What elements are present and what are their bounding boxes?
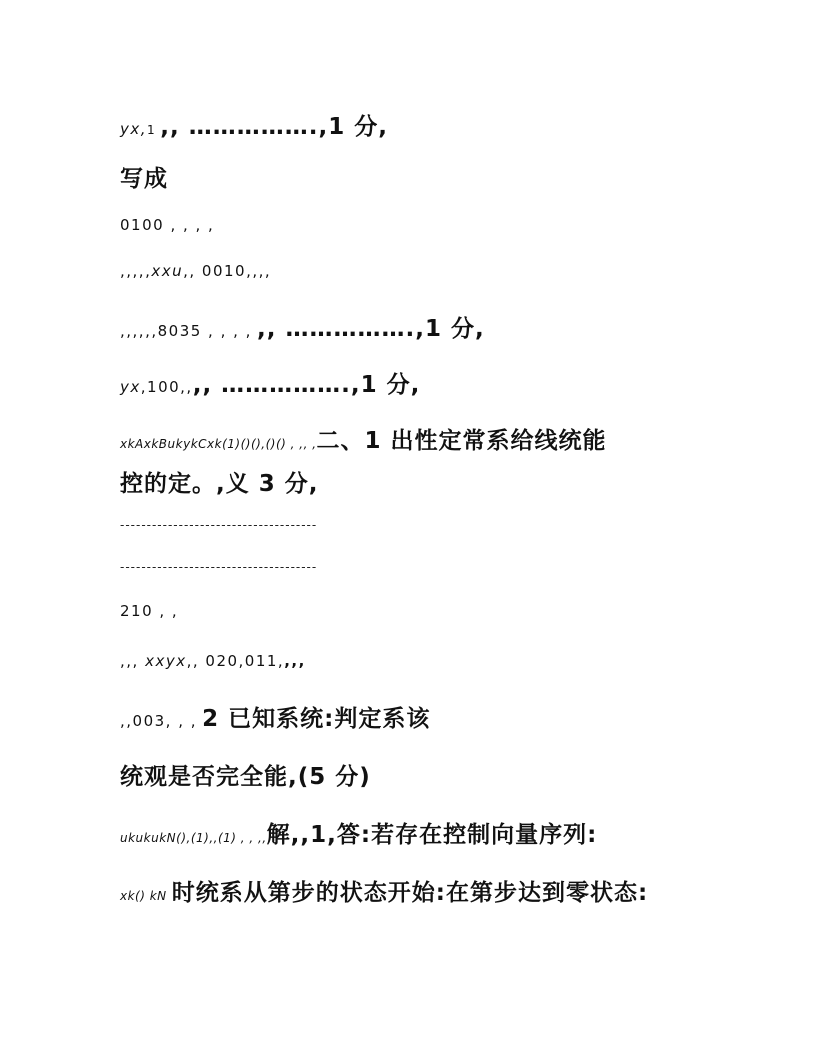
math-values: ,, 0010,,,, bbox=[183, 262, 272, 280]
line-4 bbox=[120, 262, 271, 280]
math-expression: ,,003, , , bbox=[120, 712, 198, 730]
math-commas: ,,, bbox=[120, 652, 146, 670]
line-10 bbox=[120, 652, 306, 670]
line-9: 210 , , bbox=[120, 602, 179, 620]
math-expression: yx, bbox=[120, 120, 148, 138]
question-heading: 二、1 出性定常系给线统能 bbox=[316, 428, 607, 454]
math-tail: ,,, bbox=[284, 652, 306, 670]
math-variables: xxu bbox=[151, 262, 184, 280]
line-6 bbox=[120, 366, 420, 399]
math-variables: yx bbox=[120, 378, 141, 396]
score-note: ,, …………….,1 分, bbox=[160, 114, 388, 140]
answer-text: 解,,1,答:若存在控制向量序列: bbox=[266, 822, 598, 848]
score-note: ,, …………….,1 分, bbox=[192, 372, 421, 398]
line-8: 控的定。,义 3 分, bbox=[120, 471, 319, 497]
math-variables: xxyx bbox=[145, 652, 187, 670]
math-expression: ,100,, bbox=[140, 378, 193, 396]
math-commas: ,,,,, bbox=[120, 262, 152, 280]
math-expression: ,,,,,,8035 , , , , bbox=[120, 322, 252, 340]
line-14 bbox=[120, 874, 648, 907]
line-2: 写成 bbox=[120, 166, 168, 192]
answer-text: 时统系从第步的状态开始:在第步达到零状态: bbox=[171, 880, 649, 906]
math-expression: ukukukN(),(1),,(1) , , ,, bbox=[120, 831, 267, 845]
line-1 bbox=[120, 108, 388, 141]
line-11 bbox=[120, 700, 430, 733]
line-3: 0100 , , , , bbox=[120, 216, 215, 234]
score-note: ,, …………….,1 分, bbox=[257, 316, 485, 342]
math-expression: xkAxkBukykCxk(1)()(),()() , ,, , bbox=[120, 437, 317, 451]
question-heading: 2 已知系统:判定系该 bbox=[202, 706, 431, 732]
divider-dashes-1: ------------------------------------- bbox=[120, 518, 318, 532]
math-expression: xk() kN bbox=[120, 889, 167, 903]
line-12: 统观是否完全能,(5 分) bbox=[120, 764, 371, 790]
math-subscript: 1 bbox=[147, 123, 156, 137]
line-13 bbox=[120, 816, 597, 849]
line-7 bbox=[120, 422, 607, 455]
line-5 bbox=[120, 310, 485, 343]
math-values: ,, 020,011, bbox=[186, 652, 285, 670]
divider-dashes-2: ------------------------------------- bbox=[120, 560, 318, 574]
